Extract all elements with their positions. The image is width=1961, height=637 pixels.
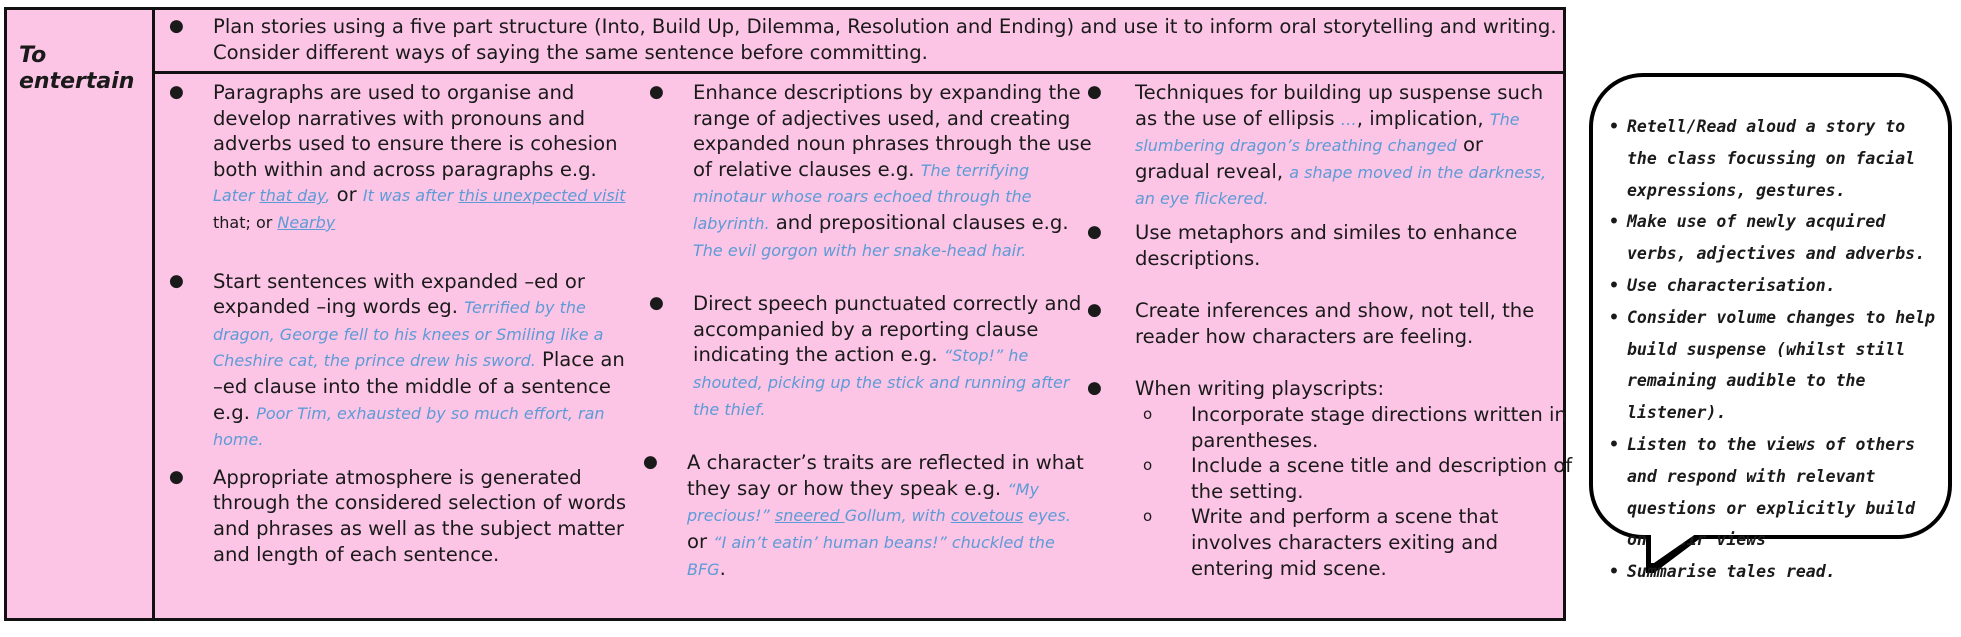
col1-item1 bbox=[155, 80, 638, 236]
col3-sub-item bbox=[1085, 504, 1581, 581]
text: Start sentences with expanded –ed or expanded –ing words eg. bbox=[213, 269, 585, 319]
column-3 bbox=[1085, 80, 1573, 581]
bullet-icon: • bbox=[1609, 212, 1619, 232]
bullet-icon: ● bbox=[1087, 300, 1102, 321]
bubble-item bbox=[1609, 270, 1939, 302]
bubble-item bbox=[1609, 111, 1939, 206]
bullet-icon: • bbox=[1609, 307, 1619, 327]
text: Use characterisation. bbox=[1627, 275, 1836, 295]
text: A character’s traits are reflected in what they say or how they speak e.g. bbox=[687, 451, 1084, 500]
row-label-line1: To bbox=[19, 43, 47, 68]
col3-sub-item bbox=[1085, 453, 1581, 504]
example: The evil gorgon with her snake-head hair. bbox=[693, 240, 1027, 260]
bullet-icon: ● bbox=[169, 82, 184, 102]
text: Write and perform a scene that involves characters exiting and entering mid scene. bbox=[1191, 505, 1499, 580]
circle-bullet-icon: o bbox=[1143, 507, 1153, 526]
example: eyes. bbox=[1023, 506, 1071, 526]
bullet-icon: • bbox=[1609, 117, 1619, 136]
text: Consider volume changes to help build suspense (whilst still remaining audible to the listener). bbox=[1627, 307, 1935, 423]
example: The terrifying minotaur whose roars echoed through the labyrinth. bbox=[693, 160, 1032, 233]
example: “I ain’t eatin’ human beans!” chuckled the BFG bbox=[687, 532, 1055, 579]
col2-item1 bbox=[635, 80, 1093, 263]
main-content bbox=[155, 74, 1573, 618]
col3-sub-item bbox=[1085, 402, 1581, 453]
col3-item1 bbox=[1085, 80, 1555, 212]
bubble-list bbox=[1609, 111, 1939, 588]
example: Later bbox=[213, 186, 260, 206]
example: sneered bbox=[774, 506, 845, 526]
bubble-item bbox=[1609, 302, 1939, 429]
col3-item2 bbox=[1085, 220, 1555, 271]
example: It was after bbox=[362, 186, 459, 206]
bullet-icon: ● bbox=[649, 293, 664, 314]
example: Poor Tim, exhausted by so much effort, ran home. bbox=[213, 403, 605, 450]
text: Retell/Read aloud a story to the class focussing on facial expressions, gestures. bbox=[1627, 117, 1916, 200]
example: Nearby bbox=[277, 212, 336, 232]
bullet-icon: ● bbox=[643, 452, 658, 473]
example: “Stop!” he shouted, picking up the stick and running after the thief. bbox=[693, 346, 1070, 419]
bullet-icon: ● bbox=[1087, 378, 1102, 399]
text: Summarise tales read. bbox=[1627, 562, 1836, 582]
col3-item3 bbox=[1085, 298, 1555, 349]
top-row-text: Plan stories using a five part structure (Into, Build Up, Dilemma, Resolution and Ending) and use it to inform oral storytelling and writing. Consider different ways of saying the same sentence before committing. bbox=[213, 15, 1557, 64]
bullet-icon: • bbox=[1609, 562, 1619, 582]
text: Paragraphs are used to organise and develop narratives with pronouns and adverbs used to ensure there is cohesion both within and across paragraphs e.g. bbox=[213, 81, 618, 181]
text: or bbox=[687, 529, 714, 553]
label-column bbox=[7, 10, 155, 618]
bullet-icon: • bbox=[1609, 434, 1619, 454]
bullet-icon: ● bbox=[169, 466, 184, 487]
bullet-icon: ● bbox=[649, 82, 664, 102]
bubble-item bbox=[1609, 206, 1939, 270]
bullet-icon: ● bbox=[1087, 82, 1102, 102]
text: Make use of newly acquired verbs, adjectives and adverbs. bbox=[1627, 212, 1926, 264]
curriculum-table bbox=[4, 7, 1573, 621]
speech-bubble-tail-fill bbox=[1651, 531, 1700, 563]
example: The slumbering dragon’s breathing changed bbox=[1135, 109, 1520, 156]
example: this unexpected visit bbox=[458, 186, 626, 206]
example: , bbox=[325, 186, 331, 206]
circle-bullet-icon: o bbox=[1143, 456, 1153, 475]
column-2 bbox=[635, 80, 1092, 582]
text: Enhance descriptions by expanding the range of adjectives used, and creating expanded noun phrases through the use of relative clauses e.g. bbox=[693, 81, 1092, 181]
speech-bubble bbox=[1589, 73, 1952, 582]
text: Incorporate stage directions written in parentheses. bbox=[1191, 402, 1567, 452]
text: and prepositional clauses e.g. bbox=[769, 210, 1069, 234]
example: … bbox=[1340, 109, 1357, 129]
column-1 bbox=[155, 80, 635, 567]
example: covetous bbox=[950, 506, 1024, 526]
bullet-icon: ● bbox=[169, 270, 184, 291]
circle-bullet-icon: o bbox=[1143, 404, 1153, 423]
text: Techniques for building up suspense such as the use of ellipsis bbox=[1135, 81, 1544, 130]
bullet-icon: ● bbox=[1087, 221, 1102, 242]
text: Place an –ed clause into the middle of a sentence e.g. bbox=[213, 348, 625, 424]
text: Include a scene title and description of the setting. bbox=[1191, 454, 1573, 503]
col1-item3 bbox=[155, 465, 638, 567]
text: Direct speech punctuated correctly and accompanied by a reporting clause indicating the action e.g. bbox=[693, 292, 1082, 367]
text: Listen to the views of others and respond with relevant questions or explicitly build on their views bbox=[1627, 434, 1916, 550]
col3-item4 bbox=[1085, 376, 1555, 402]
text: When writing playscripts: bbox=[1135, 377, 1385, 401]
text: Appropriate atmosphere is generated through the considered selection of words and phrases as well as the subject matter and length of each sentence. bbox=[213, 465, 627, 566]
col1-item2 bbox=[155, 269, 638, 453]
bullet-icon: ● bbox=[169, 16, 184, 36]
example: a shape moved in the darkness, an eye flickered. bbox=[1135, 162, 1547, 209]
example: Terrified by the dragon, George fell to his knees or Smiling like a Cheshire cat, the prince drew his sword. bbox=[213, 298, 604, 371]
text: Create inferences and show, not tell, the reader how characters are feeling. bbox=[1135, 299, 1535, 348]
example: that day bbox=[259, 186, 326, 206]
row-label-line2: entertain bbox=[19, 69, 135, 94]
col2-item3 bbox=[635, 450, 1087, 582]
text: . bbox=[719, 556, 726, 580]
text: or bbox=[330, 183, 363, 207]
top-row-item bbox=[155, 14, 1583, 65]
text: Use metaphors and similes to enhance descriptions. bbox=[1135, 220, 1518, 270]
bullet-icon: • bbox=[1609, 275, 1619, 295]
text: that; or bbox=[213, 212, 278, 232]
row-label bbox=[19, 43, 134, 95]
top-row bbox=[155, 10, 1563, 74]
example: “My precious!” bbox=[687, 479, 1039, 526]
text: or gradual reveal, bbox=[1135, 133, 1483, 183]
col2-item2 bbox=[635, 291, 1093, 422]
text: , implication, bbox=[1356, 106, 1490, 130]
example: Gollum, with bbox=[844, 506, 951, 526]
